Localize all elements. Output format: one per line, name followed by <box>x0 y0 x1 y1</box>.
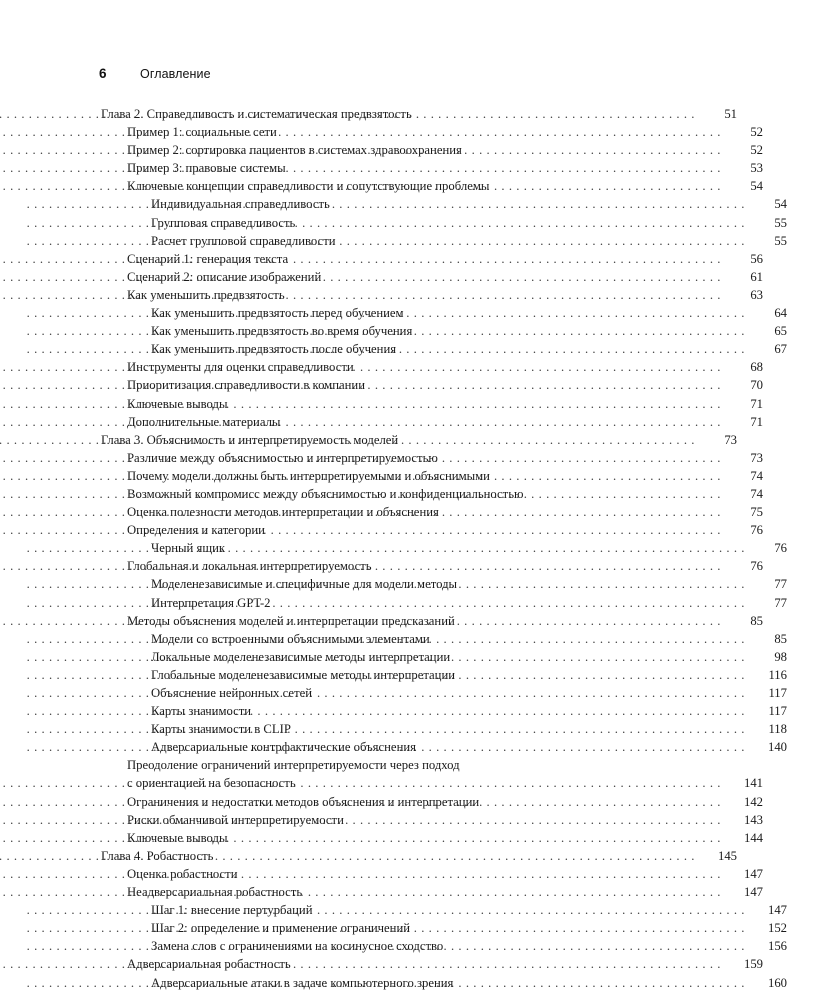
toc-entry-page-number: 77 <box>774 577 787 592</box>
toc-entry-label: Оценка робастности <box>127 866 238 881</box>
toc-entry[interactable] <box>0 431 782 449</box>
toc-entry-label: Модели со встроенными объяснимыми элементами <box>151 631 430 646</box>
toc-entry[interactable] <box>0 648 832 666</box>
dot-leader <box>437 630 745 648</box>
toc-entry-page-number: 143 <box>743 812 763 827</box>
toc-entry[interactable] <box>0 141 808 159</box>
toc-entry-label: Пример 1: социальные сети <box>127 125 277 140</box>
dot-leader <box>309 883 721 901</box>
toc-entry-label: с ориентацией на безопасность <box>127 776 296 791</box>
toc-entry-label: Черный ящик <box>151 541 226 556</box>
dot-leader <box>419 105 695 123</box>
toc-entry-page-number: 55 <box>774 215 787 230</box>
dot-leader <box>462 612 721 630</box>
toc-entry[interactable] <box>0 702 832 720</box>
toc-entry[interactable] <box>0 630 832 648</box>
dot-leader <box>423 738 745 756</box>
toc-entry[interactable] <box>0 467 808 485</box>
toc-entry-label: Глава 4. Робастность <box>101 848 214 863</box>
toc-entry-label: Карты значимости <box>151 704 252 719</box>
toc-entry-label: Интерпретация GPT-2 <box>151 595 271 610</box>
toc-entry-page-number: 74 <box>750 486 763 501</box>
toc-entry[interactable] <box>0 774 808 792</box>
toc-entry-page-number: 98 <box>774 649 787 664</box>
toc-entry[interactable] <box>0 449 808 467</box>
toc-entry-page-number: 145 <box>717 848 737 863</box>
toc-entry[interactable] <box>0 847 782 865</box>
toc-entry-label: Ключевые выводы <box>127 830 228 845</box>
dot-leader <box>302 214 745 232</box>
toc-entry-page-number: 67 <box>774 342 787 357</box>
dot-leader <box>278 594 745 612</box>
dot-leader <box>450 937 745 955</box>
toc-entry-page-number: 73 <box>750 450 763 465</box>
dot-leader <box>446 503 721 521</box>
toc-entry-label: Замена слов с ограничениями на косинусное сходство <box>151 939 444 954</box>
toc-entry[interactable] <box>0 883 808 901</box>
toc-entry[interactable] <box>0 901 832 919</box>
toc-entry[interactable] <box>0 666 832 684</box>
toc-entry[interactable] <box>0 195 832 213</box>
toc-entry-label: Как уменьшить предвзятость во время обучения <box>151 324 413 339</box>
toc-entry[interactable] <box>0 974 832 992</box>
toc-entry[interactable] <box>0 829 808 847</box>
toc-entry-label: Методы объяснения моделей и интерпретации предсказаний <box>127 613 455 628</box>
running-header <box>99 66 211 81</box>
toc-entry-page-number: 159 <box>743 957 763 972</box>
dot-leader <box>272 521 721 539</box>
toc-entry-label: Приоритизация справедливости в компании <box>127 378 365 393</box>
toc-entry-page-number: 140 <box>767 740 787 755</box>
toc-entry[interactable] <box>0 413 808 431</box>
toc-entry-label: Объяснение нейронных сетей <box>151 686 313 700</box>
toc-entry-page-number: 117 <box>768 704 787 719</box>
page-title: Оглавление <box>140 67 211 81</box>
toc-entry-page-number: 142 <box>743 794 763 809</box>
toc-entry-page-number: 55 <box>774 233 787 248</box>
dot-leader <box>328 268 721 286</box>
toc-entry-label: Определения и категории <box>127 523 265 538</box>
dot-leader <box>417 919 745 937</box>
toc-entry-page-number: 76 <box>750 559 763 574</box>
toc-entry-label: Различие между объяснимостью и интерпретируемостью <box>127 450 438 465</box>
toc-entry-page-number: 71 <box>750 414 763 429</box>
toc-entry-page-number: 118 <box>768 722 787 737</box>
toc-entry[interactable] <box>0 214 832 232</box>
toc-entry[interactable] <box>0 756 808 774</box>
toc-entry[interactable] <box>0 684 832 702</box>
toc-entry-page-number: 116 <box>768 667 787 682</box>
toc-entry-label: Как уменьшить предвзятость после обучения <box>151 342 397 357</box>
toc-entry-page-number: 156 <box>767 939 787 954</box>
toc-entry-label: Адверсариальные контрфактические объяснения <box>151 740 416 755</box>
toc-entry-label: Локальные моделенезависимые методы интерпретации <box>151 649 451 664</box>
toc-entry-page-number: 77 <box>774 595 787 610</box>
toc-entry-label: Пример 3: правовые системы <box>127 161 286 176</box>
toc-entry[interactable] <box>0 485 808 503</box>
toc-entry[interactable] <box>0 575 832 593</box>
dot-leader <box>379 557 721 575</box>
toc-entry-page-number: 52 <box>750 125 763 140</box>
toc-entry-page-number: 144 <box>743 830 763 845</box>
toc-entry-label: Почему модели должны быть интерпретируемыми и объяснимыми <box>127 468 490 483</box>
toc-entry-label: Глава 3. Объяснимость и интерпретируемость моделей <box>101 432 399 447</box>
toc-entry[interactable] <box>0 340 832 358</box>
toc-entry-label: Расчет групповой справедливости <box>151 233 336 248</box>
toc-entry-page-number: 54 <box>774 197 787 212</box>
dot-leader <box>287 413 721 431</box>
toc-entry-label: Групповая справедливость <box>151 215 296 230</box>
toc-entry-page-number: 141 <box>743 776 763 791</box>
toc-entry[interactable] <box>0 177 808 195</box>
toc-entry[interactable] <box>0 268 808 286</box>
toc-entry[interactable] <box>0 793 808 811</box>
toc-entry-label: Оценка полезности методов интерпретации и объяснения <box>127 505 439 520</box>
toc-entry[interactable] <box>0 358 808 376</box>
toc-entry-label: Глобальная и локальная интерпретируемость <box>127 559 372 574</box>
dot-leader <box>445 449 721 467</box>
toc-entry-page-number: 85 <box>750 613 763 628</box>
toc-entry-label: Индивидуальная справедливость <box>151 197 330 212</box>
toc-entry-label: Риски обманчивой интерпретируемости <box>127 812 344 827</box>
table-of-contents <box>0 105 787 992</box>
toc-entry[interactable] <box>0 594 832 612</box>
toc-entry-page-number: 73 <box>724 432 737 447</box>
toc-entry-page-number: 52 <box>750 143 763 158</box>
dot-leader <box>258 702 745 720</box>
toc-entry-label: Шаг 2: определение и применение ограничений <box>151 921 411 936</box>
toc-entry-label: Как уменьшить предвзятость перед обучением <box>151 306 404 321</box>
dot-leader <box>467 756 721 774</box>
dot-leader <box>419 322 745 340</box>
toc-entry-page-number: 70 <box>750 378 763 393</box>
dot-leader <box>284 123 721 141</box>
toc-entry-page-number: 54 <box>750 179 763 194</box>
toc-entry[interactable] <box>0 612 808 630</box>
toc-entry[interactable] <box>0 937 832 955</box>
dot-leader <box>220 847 695 865</box>
toc-entry-page-number: 75 <box>750 505 763 520</box>
toc-entry-page-number: 51 <box>724 107 737 121</box>
toc-entry-label: Адверсариальные атаки в задаче компьютерного зрения <box>151 975 454 990</box>
dot-leader <box>403 340 745 358</box>
toc-entry-label: Адверсариальная робастность <box>127 957 291 972</box>
toc-entry[interactable] <box>0 521 808 539</box>
dot-leader <box>460 974 745 992</box>
toc-entry[interactable] <box>0 232 832 250</box>
toc-entry[interactable] <box>0 123 808 141</box>
dot-leader <box>293 159 721 177</box>
toc-entry-label: Ключевые выводы <box>127 396 228 411</box>
toc-entry[interactable] <box>0 250 808 268</box>
toc-entry[interactable] <box>0 539 832 557</box>
dot-leader <box>319 684 745 702</box>
toc-entry-label: Дополнительные материалы <box>127 414 281 429</box>
toc-entry[interactable] <box>0 105 782 123</box>
dot-leader <box>245 865 721 883</box>
toc-entry-page-number: 147 <box>743 866 763 881</box>
toc-entry[interactable] <box>0 738 832 756</box>
toc-entry[interactable] <box>0 865 808 883</box>
dot-leader <box>361 358 721 376</box>
dot-leader <box>303 774 721 792</box>
toc-entry-page-number: 117 <box>768 686 787 700</box>
dot-leader <box>232 539 745 557</box>
toc-entry-page-number: 53 <box>750 161 763 176</box>
dot-leader <box>469 141 721 159</box>
toc-entry-label: Неадверсариальная робастность <box>127 885 303 900</box>
toc-entry-label: Сценарий 2: описание изображений <box>127 269 322 284</box>
toc-entry[interactable] <box>0 503 808 521</box>
toc-entry-page-number: 64 <box>774 306 787 321</box>
toc-entry-label: Сценарий 1: генерация текста <box>127 251 289 266</box>
dot-leader <box>497 467 721 485</box>
toc-entry[interactable] <box>0 322 832 340</box>
toc-entry-page-number: 160 <box>767 975 787 990</box>
dot-leader <box>320 901 746 919</box>
dot-leader <box>235 395 722 413</box>
toc-entry-label: Преодоление ограничений интерпретируемости через подход <box>127 758 460 773</box>
toc-entry-label: Ограничения и недостатки методов объяснения и интерпретации <box>127 794 480 809</box>
dot-leader <box>531 485 722 503</box>
toc-entry[interactable] <box>0 286 808 304</box>
toc-entry-page-number: 85 <box>774 631 787 646</box>
toc-entry-page-number: 68 <box>750 360 763 375</box>
toc-entry-label: Как уменьшить предвзятость <box>127 287 285 302</box>
toc-entry[interactable] <box>0 557 808 575</box>
dot-leader <box>464 575 745 593</box>
toc-entry-page-number: 65 <box>774 324 787 339</box>
dot-leader <box>337 195 745 213</box>
dot-leader <box>343 232 745 250</box>
toc-entry-page-number: 74 <box>750 468 763 483</box>
toc-entry-page-number: 61 <box>750 269 763 284</box>
dot-leader <box>411 304 745 322</box>
toc-entry-page-number: 76 <box>750 523 763 538</box>
toc-entry-page-number: 147 <box>767 903 787 918</box>
toc-entry-label: Инструменты для оценки справедливости <box>127 360 354 375</box>
dot-leader <box>351 811 721 829</box>
toc-entry-label: Карты значимости в CLIP <box>151 722 291 737</box>
dot-leader <box>295 250 721 268</box>
dot-leader <box>405 431 695 449</box>
toc-entry-label: Шаг 1: внесение пертурбаций <box>151 903 313 918</box>
toc-entry-page-number: 152 <box>767 921 787 936</box>
dot-leader <box>457 648 745 666</box>
toc-entry-label: Глобальные моделенезависимые методы интерпретации <box>151 667 456 682</box>
toc-entry-page-number: 63 <box>750 287 763 302</box>
toc-entry-label: Глава 2. Справедливость и систематическая предвзятость <box>101 107 412 121</box>
dot-leader <box>496 177 721 195</box>
dot-leader <box>372 376 721 394</box>
toc-entry-page-number: 147 <box>743 885 763 900</box>
toc-entry-page-number: 71 <box>750 396 763 411</box>
toc-entry[interactable] <box>0 159 808 177</box>
dot-leader <box>292 286 721 304</box>
toc-entry[interactable] <box>0 811 808 829</box>
dot-leader <box>298 955 721 973</box>
toc-entry-label: Ключевые концепции справедливости и сопутствующие проблемы <box>127 179 490 194</box>
toc-entry[interactable] <box>0 720 832 738</box>
toc-entry-page-number: 56 <box>750 251 763 266</box>
toc-entry[interactable] <box>0 376 808 394</box>
page-folio: 6 <box>99 66 107 81</box>
dot-leader <box>462 666 745 684</box>
toc-entry-page-number: 76 <box>774 541 787 556</box>
toc-entry[interactable] <box>0 955 808 973</box>
toc-entry[interactable] <box>0 919 832 937</box>
toc-entry-label: Моделенезависимые и специфичные для модели методы <box>151 577 458 592</box>
toc-entry-label: Возможный компромисс между объяснимостью и конфиденциальностью <box>127 486 524 501</box>
dot-leader <box>235 829 722 847</box>
dot-leader <box>298 720 745 738</box>
toc-entry[interactable] <box>0 304 832 322</box>
dot-leader <box>486 793 721 811</box>
toc-entry[interactable] <box>0 395 808 413</box>
toc-entry-label: Пример 2: сортировка пациентов в системах здравоохранения <box>127 143 462 158</box>
